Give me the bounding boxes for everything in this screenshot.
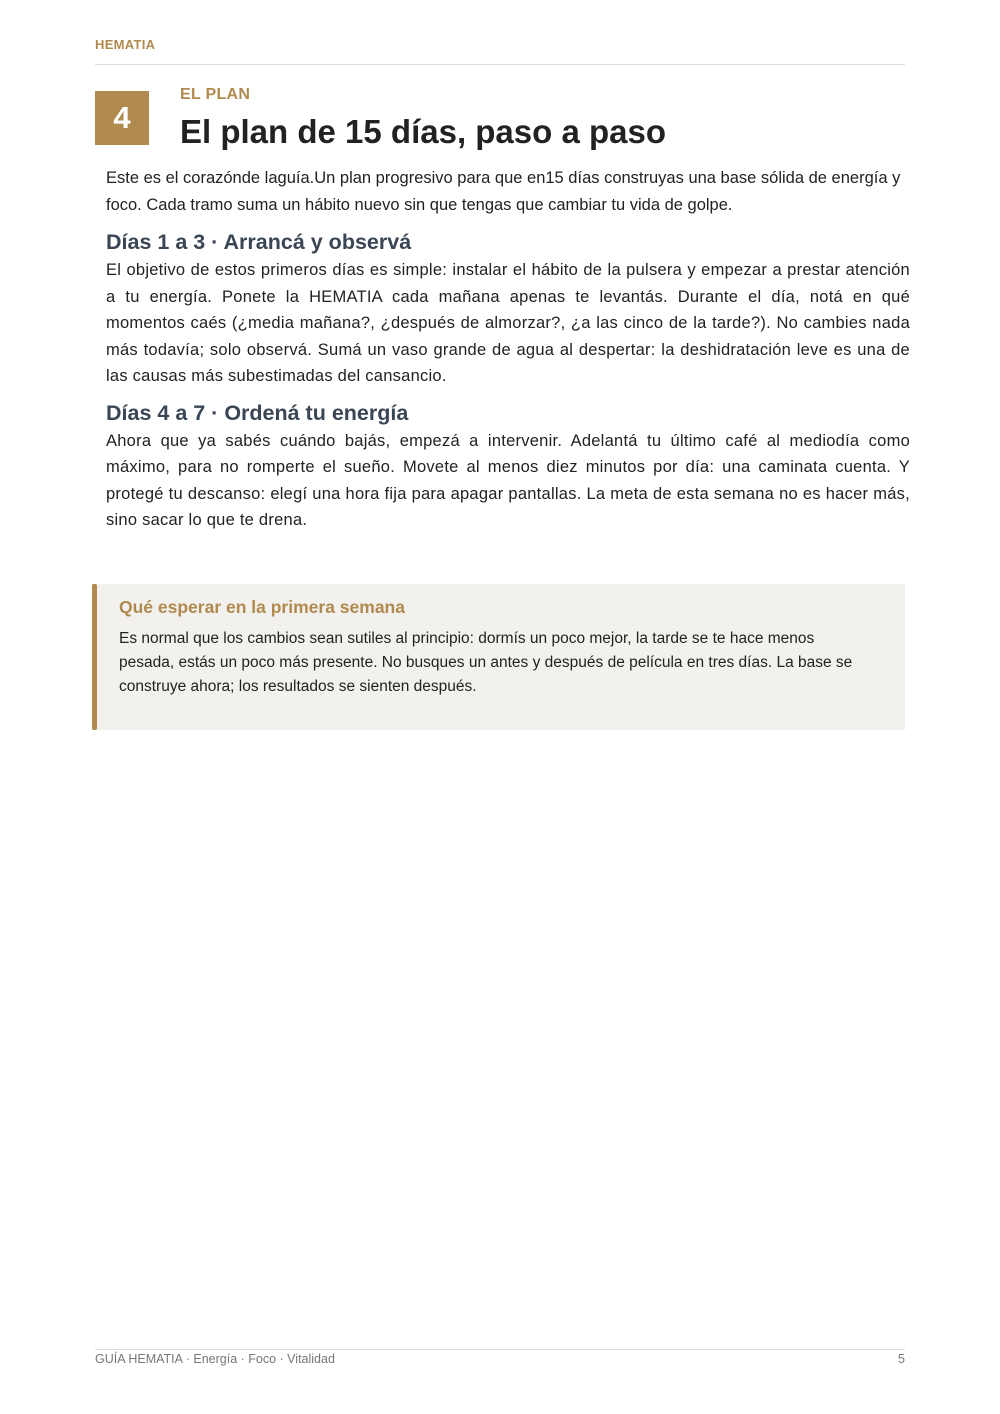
callout-title: Qué esperar en la primera semana [119,597,405,617]
header-divider [95,64,905,65]
callout-body: Es normal que los cambios sean sutiles al principio: dormís un poco mejor, la tarde se te hace menos pesada, estás un poco más presente. No busques un antes y después de película en tres días. La base se construye ahora; los resultados se sienten después. [119,630,853,695]
callout-box [92,584,905,730]
chapter-number-badge: 4 [95,91,149,145]
running-header: HEMATIA [95,37,156,52]
intro-paragraph: Este es el corazónde laguía.Un plan progresivo para que en15 días construyas una base sólida de energía y foco. Cada tramo suma un hábito nuevo sin que tengas que cambiar tu vida de golpe. [106,169,901,214]
section-body-days-4-7: Ahora que ya sabés cuándo bajás, empezá a intervenir. Adelantá tu último café al mediodía como máximo, para no romperte el sueño. Movete al menos diez minutos por día: una caminata cuenta. Y protegé tu descanso: elegí una hora fija para apagar pantallas. La meta de esta semana no es hacer más, sino sacar lo que te drena. [106,431,910,529]
section-heading-days-4-7: Días 4 a 7 · Ordená tu energía [106,400,409,425]
chapter-kicker: EL PLAN [180,86,251,103]
page-number: 5 [898,1352,905,1366]
callout-accent-bar [92,584,97,730]
chapter-content [106,165,910,534]
chapter-title: El plan de 15 días, paso a paso [180,113,667,150]
footer-guide-title: GUÍA HEMATIA · Energía · Foco · Vitalidad [95,1352,335,1366]
section-body-days-1-3: El objetivo de estos primeros días es simple: instalar el hábito de la pulsera y empezar a prestar atención a tu energía. Ponete la HEMATIA cada mañana apenas te levantás. Durante el día, notá en qué momentos caés (¿media mañana?, ¿después de almorzar?, ¿a las cinco de la tarde?). No cambies nada más todavía; solo observá. Sumá un vaso grande de agua al despertar: la deshidratación leve es una de las causas más subestimadas del cansancio. [106,261,910,385]
section-heading-days-1-3: Días 1 a 3 · Arrancá y observá [106,230,412,254]
footer-divider [95,1349,905,1350]
